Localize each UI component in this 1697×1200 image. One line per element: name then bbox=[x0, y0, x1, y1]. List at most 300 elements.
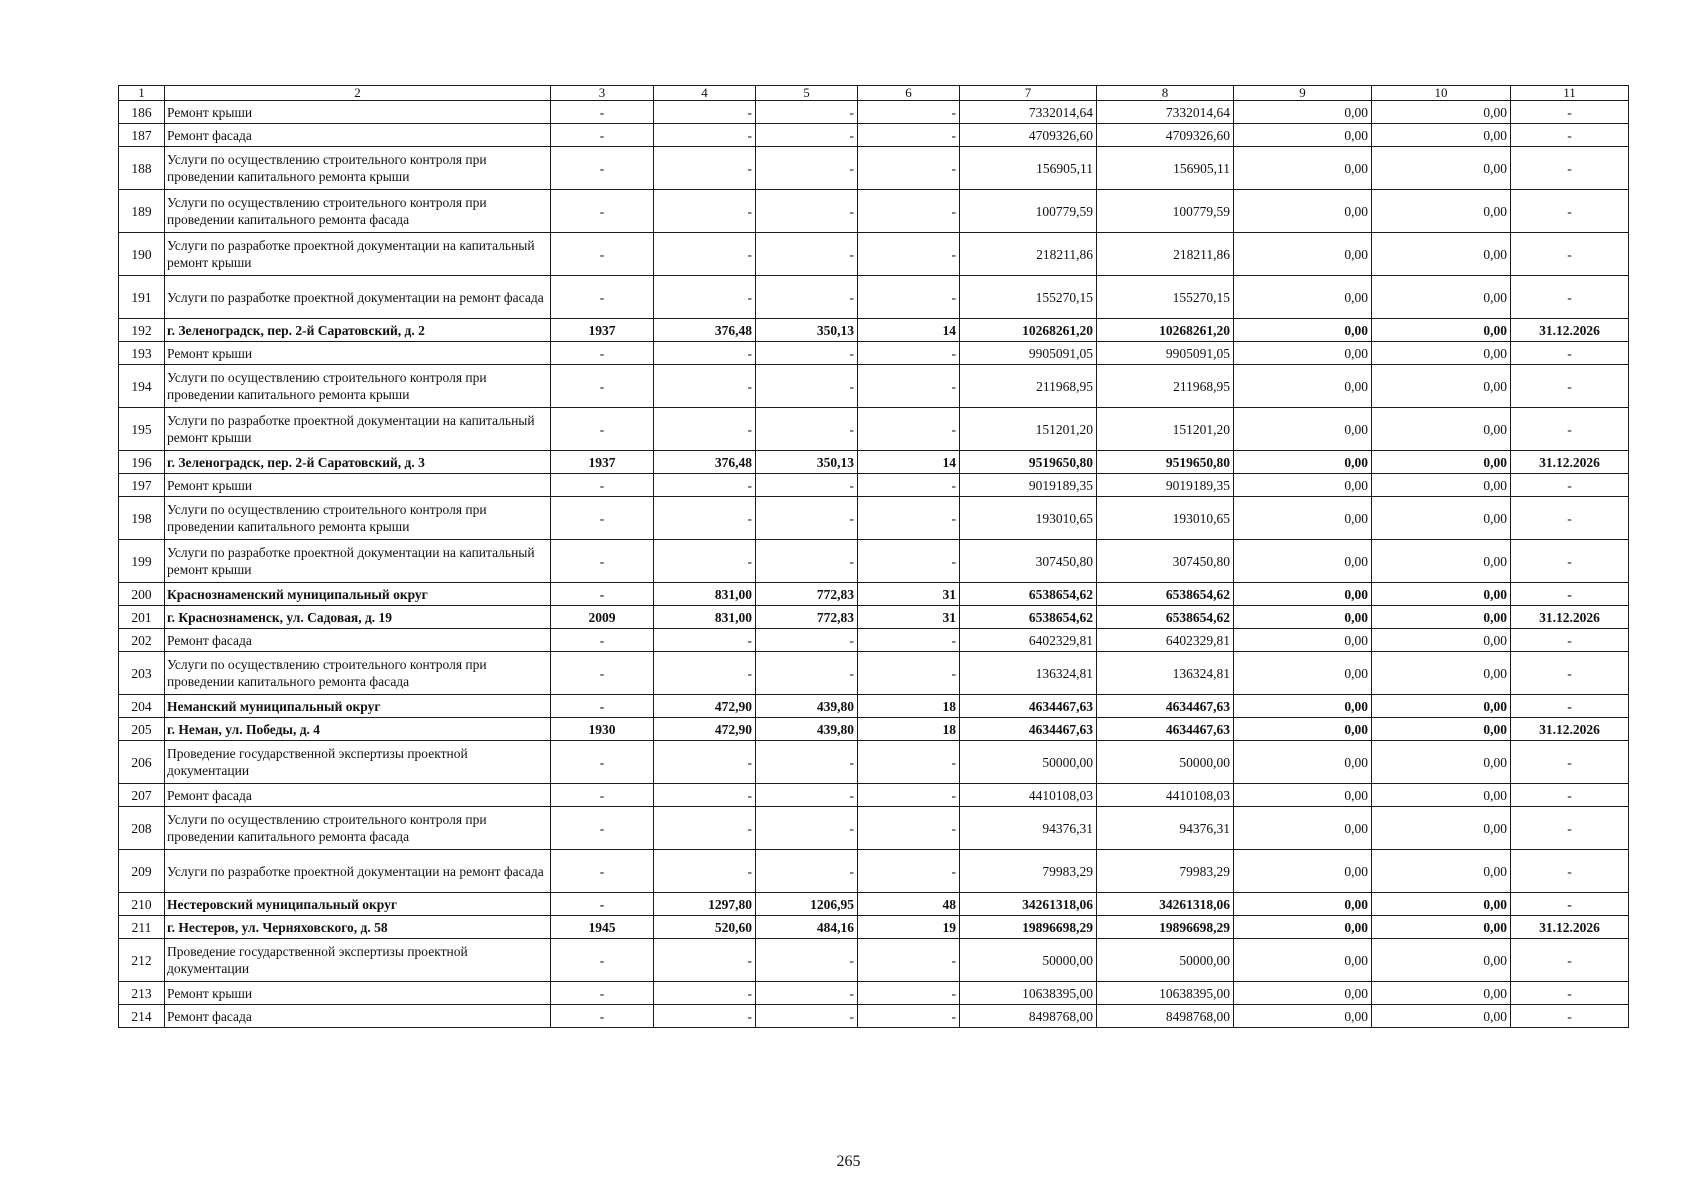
deadline-cell: 31.12.2026 bbox=[1511, 916, 1629, 939]
row-number-cell: 193 bbox=[119, 342, 165, 365]
deadline-cell: - bbox=[1511, 342, 1629, 365]
deadline-cell: - bbox=[1511, 652, 1629, 695]
year-cell: - bbox=[551, 276, 654, 319]
budget-cost-cell: 0,00 bbox=[1234, 652, 1372, 695]
deadline-cell: - bbox=[1511, 695, 1629, 718]
row-number-cell: 214 bbox=[119, 1005, 165, 1028]
total-cost-cell: 10268261,20 bbox=[960, 319, 1097, 342]
row-number-cell: 188 bbox=[119, 147, 165, 190]
fund-cost-cell: 9519650,80 bbox=[1097, 451, 1234, 474]
total-cost-cell: 10638395,00 bbox=[960, 982, 1097, 1005]
owner-cost-cell: 0,00 bbox=[1372, 365, 1511, 408]
living-area-cell: - bbox=[756, 408, 858, 451]
fund-cost-cell: 307450,80 bbox=[1097, 540, 1234, 583]
owner-cost-cell: 0,00 bbox=[1372, 474, 1511, 497]
total-area-cell: 472,90 bbox=[654, 718, 756, 741]
row-number-cell: 197 bbox=[119, 474, 165, 497]
fund-cost-cell: 34261318,06 bbox=[1097, 893, 1234, 916]
year-cell: - bbox=[551, 365, 654, 408]
year-cell: - bbox=[551, 807, 654, 850]
fund-cost-cell: 19896698,29 bbox=[1097, 916, 1234, 939]
header-cell: 4 bbox=[654, 86, 756, 101]
table-row bbox=[119, 276, 1629, 319]
table-row bbox=[119, 124, 1629, 147]
fund-cost-cell: 50000,00 bbox=[1097, 939, 1234, 982]
deadline-cell: 31.12.2026 bbox=[1511, 718, 1629, 741]
column-number-header bbox=[119, 86, 1629, 101]
table-row bbox=[119, 101, 1629, 124]
budget-cost-cell: 0,00 bbox=[1234, 629, 1372, 652]
budget-cost-cell: 0,00 bbox=[1234, 784, 1372, 807]
fund-cost-cell: 136324,81 bbox=[1097, 652, 1234, 695]
deadline-cell: - bbox=[1511, 540, 1629, 583]
table-row bbox=[119, 497, 1629, 540]
row-number-cell: 201 bbox=[119, 606, 165, 629]
living-area-cell: - bbox=[756, 233, 858, 276]
deadline-cell: - bbox=[1511, 784, 1629, 807]
table-row bbox=[119, 652, 1629, 695]
deadline-cell: - bbox=[1511, 583, 1629, 606]
deadline-cell: - bbox=[1511, 939, 1629, 982]
total-area-cell: - bbox=[654, 276, 756, 319]
item-name-cell: Ремонт фасада bbox=[165, 124, 551, 147]
year-cell: - bbox=[551, 101, 654, 124]
table-row bbox=[119, 741, 1629, 784]
total-cost-cell: 79983,29 bbox=[960, 850, 1097, 893]
year-cell: - bbox=[551, 233, 654, 276]
total-cost-cell: 7332014,64 bbox=[960, 101, 1097, 124]
fund-cost-cell: 6538654,62 bbox=[1097, 583, 1234, 606]
total-area-cell: - bbox=[654, 233, 756, 276]
total-area-cell: 376,48 bbox=[654, 451, 756, 474]
total-area-cell: - bbox=[654, 982, 756, 1005]
budget-cost-cell: 0,00 bbox=[1234, 540, 1372, 583]
total-cost-cell: 155270,15 bbox=[960, 276, 1097, 319]
row-number-cell: 187 bbox=[119, 124, 165, 147]
residents-cell: 14 bbox=[858, 451, 960, 474]
year-cell: - bbox=[551, 784, 654, 807]
deadline-cell: - bbox=[1511, 233, 1629, 276]
owner-cost-cell: 0,00 bbox=[1372, 408, 1511, 451]
table-row bbox=[119, 365, 1629, 408]
total-cost-cell: 34261318,06 bbox=[960, 893, 1097, 916]
deadline-cell: - bbox=[1511, 124, 1629, 147]
residents-cell: - bbox=[858, 540, 960, 583]
total-cost-cell: 4634467,63 bbox=[960, 695, 1097, 718]
budget-cost-cell: 0,00 bbox=[1234, 1005, 1372, 1028]
living-area-cell: - bbox=[756, 784, 858, 807]
deadline-cell: 31.12.2026 bbox=[1511, 606, 1629, 629]
row-number-cell: 208 bbox=[119, 807, 165, 850]
fund-cost-cell: 50000,00 bbox=[1097, 741, 1234, 784]
residents-cell: - bbox=[858, 276, 960, 319]
owner-cost-cell: 0,00 bbox=[1372, 319, 1511, 342]
total-cost-cell: 4410108,03 bbox=[960, 784, 1097, 807]
fund-cost-cell: 79983,29 bbox=[1097, 850, 1234, 893]
item-name-cell: г. Зеленоградск, пер. 2-й Саратовский, д. 3 bbox=[165, 451, 551, 474]
year-cell: 1937 bbox=[551, 319, 654, 342]
item-name-cell: г. Нестеров, ул. Черняховского, д. 58 bbox=[165, 916, 551, 939]
residents-cell: 48 bbox=[858, 893, 960, 916]
table-row bbox=[119, 190, 1629, 233]
total-area-cell: 831,00 bbox=[654, 583, 756, 606]
item-name-cell: Ремонт крыши bbox=[165, 101, 551, 124]
owner-cost-cell: 0,00 bbox=[1372, 695, 1511, 718]
total-area-cell: - bbox=[654, 124, 756, 147]
row-number-cell: 206 bbox=[119, 741, 165, 784]
header-cell: 9 bbox=[1234, 86, 1372, 101]
year-cell: 1945 bbox=[551, 916, 654, 939]
header-cell: 2 bbox=[165, 86, 551, 101]
residents-cell: - bbox=[858, 629, 960, 652]
total-cost-cell: 6538654,62 bbox=[960, 606, 1097, 629]
year-cell: - bbox=[551, 652, 654, 695]
living-area-cell: - bbox=[756, 850, 858, 893]
residents-cell: - bbox=[858, 784, 960, 807]
row-number-cell: 198 bbox=[119, 497, 165, 540]
living-area-cell: - bbox=[756, 276, 858, 319]
total-area-cell: - bbox=[654, 147, 756, 190]
living-area-cell: - bbox=[756, 342, 858, 365]
table-section-row bbox=[119, 916, 1629, 939]
row-number-cell: 192 bbox=[119, 319, 165, 342]
repair-schedule-table bbox=[118, 85, 1629, 1028]
total-cost-cell: 4709326,60 bbox=[960, 124, 1097, 147]
fund-cost-cell: 10638395,00 bbox=[1097, 982, 1234, 1005]
item-name-cell: Ремонт фасада bbox=[165, 1005, 551, 1028]
owner-cost-cell: 0,00 bbox=[1372, 124, 1511, 147]
living-area-cell: 350,13 bbox=[756, 451, 858, 474]
total-area-cell: - bbox=[654, 741, 756, 784]
header-cell: 10 bbox=[1372, 86, 1511, 101]
owner-cost-cell: 0,00 bbox=[1372, 606, 1511, 629]
residents-cell: - bbox=[858, 365, 960, 408]
residents-cell: 31 bbox=[858, 606, 960, 629]
fund-cost-cell: 9019189,35 bbox=[1097, 474, 1234, 497]
table-row bbox=[119, 474, 1629, 497]
fund-cost-cell: 7332014,64 bbox=[1097, 101, 1234, 124]
fund-cost-cell: 211968,95 bbox=[1097, 365, 1234, 408]
year-cell: - bbox=[551, 893, 654, 916]
fund-cost-cell: 10268261,20 bbox=[1097, 319, 1234, 342]
item-name-cell: Услуги по разработке проектной документации на капитальный ремонт крыши bbox=[165, 233, 551, 276]
fund-cost-cell: 193010,65 bbox=[1097, 497, 1234, 540]
budget-cost-cell: 0,00 bbox=[1234, 233, 1372, 276]
fund-cost-cell: 151201,20 bbox=[1097, 408, 1234, 451]
budget-cost-cell: 0,00 bbox=[1234, 474, 1372, 497]
header-cell: 8 bbox=[1097, 86, 1234, 101]
row-number-cell: 191 bbox=[119, 276, 165, 319]
item-name-cell: Услуги по разработке проектной документации на капитальный ремонт крыши bbox=[165, 408, 551, 451]
table-section-row bbox=[119, 606, 1629, 629]
deadline-cell: - bbox=[1511, 982, 1629, 1005]
deadline-cell: 31.12.2026 bbox=[1511, 319, 1629, 342]
year-cell: - bbox=[551, 124, 654, 147]
residents-cell: - bbox=[858, 147, 960, 190]
deadline-cell: - bbox=[1511, 474, 1629, 497]
living-area-cell: 484,16 bbox=[756, 916, 858, 939]
budget-cost-cell: 0,00 bbox=[1234, 497, 1372, 540]
living-area-cell: - bbox=[756, 652, 858, 695]
deadline-cell: - bbox=[1511, 276, 1629, 319]
table-row bbox=[119, 784, 1629, 807]
living-area-cell: 772,83 bbox=[756, 583, 858, 606]
header-cell: 6 bbox=[858, 86, 960, 101]
residents-cell: - bbox=[858, 124, 960, 147]
total-area-cell: - bbox=[654, 784, 756, 807]
total-cost-cell: 136324,81 bbox=[960, 652, 1097, 695]
budget-cost-cell: 0,00 bbox=[1234, 147, 1372, 190]
residents-cell: 18 bbox=[858, 695, 960, 718]
item-name-cell: Ремонт крыши bbox=[165, 342, 551, 365]
deadline-cell: - bbox=[1511, 497, 1629, 540]
total-cost-cell: 218211,86 bbox=[960, 233, 1097, 276]
table-row bbox=[119, 807, 1629, 850]
table-section-row bbox=[119, 893, 1629, 916]
total-area-cell: - bbox=[654, 101, 756, 124]
table-section-row bbox=[119, 718, 1629, 741]
row-number-cell: 212 bbox=[119, 939, 165, 982]
item-name-cell: Проведение государственной экспертизы проектной документации bbox=[165, 741, 551, 784]
table-section-row bbox=[119, 319, 1629, 342]
owner-cost-cell: 0,00 bbox=[1372, 850, 1511, 893]
item-name-cell: Нестеровский муниципальный округ bbox=[165, 893, 551, 916]
deadline-cell: - bbox=[1511, 629, 1629, 652]
table-row bbox=[119, 408, 1629, 451]
fund-cost-cell: 6402329,81 bbox=[1097, 629, 1234, 652]
total-cost-cell: 19896698,29 bbox=[960, 916, 1097, 939]
fund-cost-cell: 218211,86 bbox=[1097, 233, 1234, 276]
owner-cost-cell: 0,00 bbox=[1372, 652, 1511, 695]
living-area-cell: 1206,95 bbox=[756, 893, 858, 916]
item-name-cell: Услуги по разработке проектной документации на ремонт фасада bbox=[165, 276, 551, 319]
row-number-cell: 196 bbox=[119, 451, 165, 474]
budget-cost-cell: 0,00 bbox=[1234, 741, 1372, 784]
year-cell: 1937 bbox=[551, 451, 654, 474]
table-section-row bbox=[119, 583, 1629, 606]
owner-cost-cell: 0,00 bbox=[1372, 916, 1511, 939]
residents-cell: - bbox=[858, 1005, 960, 1028]
budget-cost-cell: 0,00 bbox=[1234, 718, 1372, 741]
row-number-cell: 199 bbox=[119, 540, 165, 583]
total-area-cell: - bbox=[654, 652, 756, 695]
residents-cell: 19 bbox=[858, 916, 960, 939]
fund-cost-cell: 4410108,03 bbox=[1097, 784, 1234, 807]
year-cell: - bbox=[551, 1005, 654, 1028]
living-area-cell: 772,83 bbox=[756, 606, 858, 629]
total-area-cell: 1297,80 bbox=[654, 893, 756, 916]
year-cell: - bbox=[551, 408, 654, 451]
total-cost-cell: 9519650,80 bbox=[960, 451, 1097, 474]
budget-cost-cell: 0,00 bbox=[1234, 982, 1372, 1005]
residents-cell: 31 bbox=[858, 583, 960, 606]
row-number-cell: 210 bbox=[119, 893, 165, 916]
total-cost-cell: 151201,20 bbox=[960, 408, 1097, 451]
item-name-cell: Краснознаменский муниципальный округ bbox=[165, 583, 551, 606]
item-name-cell: Услуги по разработке проектной документации на капитальный ремонт крыши bbox=[165, 540, 551, 583]
total-cost-cell: 6538654,62 bbox=[960, 583, 1097, 606]
row-number-cell: 209 bbox=[119, 850, 165, 893]
living-area-cell: - bbox=[756, 939, 858, 982]
owner-cost-cell: 0,00 bbox=[1372, 451, 1511, 474]
deadline-cell: - bbox=[1511, 190, 1629, 233]
deadline-cell: - bbox=[1511, 741, 1629, 784]
total-cost-cell: 94376,31 bbox=[960, 807, 1097, 850]
total-area-cell: 520,60 bbox=[654, 916, 756, 939]
living-area-cell: - bbox=[756, 101, 858, 124]
total-area-cell: - bbox=[654, 497, 756, 540]
budget-cost-cell: 0,00 bbox=[1234, 101, 1372, 124]
deadline-cell: - bbox=[1511, 365, 1629, 408]
total-cost-cell: 8498768,00 bbox=[960, 1005, 1097, 1028]
year-cell: - bbox=[551, 741, 654, 784]
residents-cell: - bbox=[858, 982, 960, 1005]
living-area-cell: - bbox=[756, 741, 858, 784]
owner-cost-cell: 0,00 bbox=[1372, 893, 1511, 916]
total-area-cell: - bbox=[654, 408, 756, 451]
owner-cost-cell: 0,00 bbox=[1372, 497, 1511, 540]
total-cost-cell: 9905091,05 bbox=[960, 342, 1097, 365]
item-name-cell: Неманский муниципальный округ bbox=[165, 695, 551, 718]
row-number-cell: 190 bbox=[119, 233, 165, 276]
row-number-cell: 202 bbox=[119, 629, 165, 652]
row-number-cell: 194 bbox=[119, 365, 165, 408]
item-name-cell: Услуги по осуществлению строительного контроля при проведении капитального ремонта фасада bbox=[165, 190, 551, 233]
item-name-cell: г. Зеленоградск, пер. 2-й Саратовский, д. 2 bbox=[165, 319, 551, 342]
living-area-cell: - bbox=[756, 147, 858, 190]
residents-cell: - bbox=[858, 939, 960, 982]
total-area-cell: - bbox=[654, 939, 756, 982]
fund-cost-cell: 94376,31 bbox=[1097, 807, 1234, 850]
table-row bbox=[119, 147, 1629, 190]
total-cost-cell: 9019189,35 bbox=[960, 474, 1097, 497]
living-area-cell: - bbox=[756, 629, 858, 652]
owner-cost-cell: 0,00 bbox=[1372, 276, 1511, 319]
owner-cost-cell: 0,00 bbox=[1372, 1005, 1511, 1028]
year-cell: - bbox=[551, 342, 654, 365]
fund-cost-cell: 156905,11 bbox=[1097, 147, 1234, 190]
owner-cost-cell: 0,00 bbox=[1372, 190, 1511, 233]
deadline-cell: - bbox=[1511, 1005, 1629, 1028]
header-cell: 5 bbox=[756, 86, 858, 101]
total-area-cell: - bbox=[654, 850, 756, 893]
budget-cost-cell: 0,00 bbox=[1234, 850, 1372, 893]
table-row bbox=[119, 233, 1629, 276]
residents-cell: - bbox=[858, 233, 960, 276]
total-cost-cell: 100779,59 bbox=[960, 190, 1097, 233]
row-number-cell: 205 bbox=[119, 718, 165, 741]
year-cell: - bbox=[551, 474, 654, 497]
fund-cost-cell: 4634467,63 bbox=[1097, 695, 1234, 718]
total-cost-cell: 307450,80 bbox=[960, 540, 1097, 583]
item-name-cell: Услуги по осуществлению строительного контроля при проведении капитального ремонта крыши bbox=[165, 365, 551, 408]
owner-cost-cell: 0,00 bbox=[1372, 741, 1511, 784]
owner-cost-cell: 0,00 bbox=[1372, 982, 1511, 1005]
year-cell: - bbox=[551, 583, 654, 606]
year-cell: - bbox=[551, 939, 654, 982]
living-area-cell: - bbox=[756, 540, 858, 583]
residents-cell: - bbox=[858, 342, 960, 365]
living-area-cell: - bbox=[756, 807, 858, 850]
residents-cell: - bbox=[858, 652, 960, 695]
deadline-cell: - bbox=[1511, 893, 1629, 916]
item-name-cell: Услуги по осуществлению строительного контроля при проведении капитального ремонта крыши bbox=[165, 497, 551, 540]
item-name-cell: Услуги по осуществлению строительного контроля при проведении капитального ремонта фасада bbox=[165, 652, 551, 695]
owner-cost-cell: 0,00 bbox=[1372, 101, 1511, 124]
total-area-cell: - bbox=[654, 807, 756, 850]
residents-cell: - bbox=[858, 408, 960, 451]
table-section-row bbox=[119, 451, 1629, 474]
year-cell: - bbox=[551, 540, 654, 583]
item-name-cell: Услуги по осуществлению строительного контроля при проведении капитального ремонта крыши bbox=[165, 147, 551, 190]
header-cell: 11 bbox=[1511, 86, 1629, 101]
residents-cell: - bbox=[858, 741, 960, 784]
table-row bbox=[119, 939, 1629, 982]
row-number-cell: 207 bbox=[119, 784, 165, 807]
deadline-cell: - bbox=[1511, 101, 1629, 124]
item-name-cell: Ремонт фасада bbox=[165, 784, 551, 807]
owner-cost-cell: 0,00 bbox=[1372, 629, 1511, 652]
budget-cost-cell: 0,00 bbox=[1234, 319, 1372, 342]
residents-cell: - bbox=[858, 101, 960, 124]
residents-cell: - bbox=[858, 190, 960, 233]
row-number-cell: 186 bbox=[119, 101, 165, 124]
owner-cost-cell: 0,00 bbox=[1372, 807, 1511, 850]
total-area-cell: - bbox=[654, 1005, 756, 1028]
fund-cost-cell: 8498768,00 bbox=[1097, 1005, 1234, 1028]
table-row bbox=[119, 540, 1629, 583]
residents-cell: - bbox=[858, 497, 960, 540]
table-row bbox=[119, 1005, 1629, 1028]
budget-cost-cell: 0,00 bbox=[1234, 190, 1372, 233]
year-cell: 2009 bbox=[551, 606, 654, 629]
item-name-cell: г. Неман, ул. Победы, д. 4 bbox=[165, 718, 551, 741]
living-area-cell: 439,80 bbox=[756, 695, 858, 718]
living-area-cell: - bbox=[756, 474, 858, 497]
table-row bbox=[119, 342, 1629, 365]
total-area-cell: - bbox=[654, 342, 756, 365]
owner-cost-cell: 0,00 bbox=[1372, 233, 1511, 276]
owner-cost-cell: 0,00 bbox=[1372, 939, 1511, 982]
year-cell: - bbox=[551, 497, 654, 540]
row-number-cell: 203 bbox=[119, 652, 165, 695]
header-cell: 1 bbox=[119, 86, 165, 101]
budget-cost-cell: 0,00 bbox=[1234, 695, 1372, 718]
item-name-cell: Ремонт крыши bbox=[165, 474, 551, 497]
owner-cost-cell: 0,00 bbox=[1372, 147, 1511, 190]
total-cost-cell: 4634467,63 bbox=[960, 718, 1097, 741]
total-cost-cell: 6402329,81 bbox=[960, 629, 1097, 652]
total-area-cell: - bbox=[654, 474, 756, 497]
budget-cost-cell: 0,00 bbox=[1234, 408, 1372, 451]
row-number-cell: 195 bbox=[119, 408, 165, 451]
living-area-cell: - bbox=[756, 497, 858, 540]
residents-cell: 14 bbox=[858, 319, 960, 342]
budget-cost-cell: 0,00 bbox=[1234, 916, 1372, 939]
deadline-cell: - bbox=[1511, 408, 1629, 451]
total-cost-cell: 156905,11 bbox=[960, 147, 1097, 190]
budget-cost-cell: 0,00 bbox=[1234, 583, 1372, 606]
living-area-cell: - bbox=[756, 982, 858, 1005]
item-name-cell: Услуги по осуществлению строительного контроля при проведении капитального ремонта фасада bbox=[165, 807, 551, 850]
total-cost-cell: 211968,95 bbox=[960, 365, 1097, 408]
item-name-cell: Ремонт крыши bbox=[165, 982, 551, 1005]
year-cell: - bbox=[551, 982, 654, 1005]
total-cost-cell: 50000,00 bbox=[960, 939, 1097, 982]
fund-cost-cell: 155270,15 bbox=[1097, 276, 1234, 319]
budget-cost-cell: 0,00 bbox=[1234, 939, 1372, 982]
total-area-cell: - bbox=[654, 540, 756, 583]
